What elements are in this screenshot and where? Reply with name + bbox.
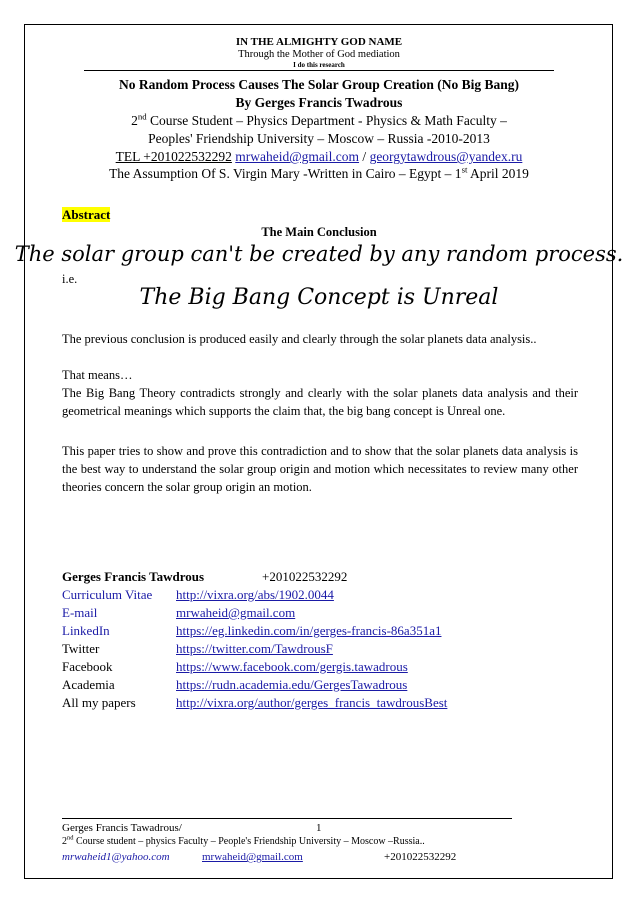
contact-label: All my papers (62, 695, 136, 710)
contact-label: Twitter (62, 641, 100, 656)
contact-row-facebook (62, 658, 408, 676)
academia-link[interactable]: https://rudn.academia.edu/GergesTawadrous (176, 677, 408, 692)
email-link[interactable]: mrwaheid@gmail.com (176, 605, 296, 620)
twitter-link[interactable]: https://twitter.com/TawdrousF (176, 641, 333, 656)
abstract-paragraph-1: The previous conclusion is produced easily and clearly through the solar planets data analysis.. (62, 332, 537, 346)
email-link-2[interactable]: georgytawdrous@yandex.ru (369, 149, 523, 164)
abstract-label: Abstract (62, 207, 111, 222)
footer-rule (62, 818, 512, 819)
paper-byline: By Gerges Francis Twadrous (235, 95, 403, 110)
contact-row-academia (62, 676, 407, 694)
contact-row-twitter (62, 640, 333, 658)
conclusion-statement-1: The solar group can't be created by any random process. (14, 242, 624, 266)
papers-link[interactable]: http://vixra.org/author/gerges_francis_tawdrousBest (176, 695, 448, 710)
cv-link[interactable]: http://vixra.org/abs/1902.0044 (176, 587, 334, 602)
contact-row-cv (62, 586, 334, 604)
assumption-line: The Assumption Of S. Virgin Mary -Written in Cairo – Egypt – 1st April 2019 (109, 164, 529, 181)
conclusion-statement-2: The Big Bang Concept is Unreal (139, 285, 499, 310)
contact-label: LinkedIn (62, 623, 110, 638)
affiliation-line-2: Peoples' Friendship University – Moscow – Russia -2010-2013 (148, 131, 490, 146)
footer-email-1[interactable]: mrwaheid1@yahoo.com (62, 851, 170, 863)
footer-email-2[interactable]: mrwaheid@gmail.com (202, 851, 303, 863)
email-link-1[interactable]: mrwaheid@gmail.com (235, 149, 360, 164)
author-phone: +201022532292 (262, 569, 348, 584)
header-line-2: Through the Mother of God mediation (238, 49, 400, 60)
contact-row-linkedin (62, 622, 441, 640)
contact-label: Facebook (62, 659, 113, 674)
author-name: Gerges Francis Tawdrous (62, 569, 205, 584)
contact-label: Curriculum Vitae (62, 587, 153, 602)
paper-title: No Random Process Causes The Solar Group Creation (No Big Bang) (118, 77, 520, 92)
ie-text: i.e. (62, 272, 78, 286)
main-conclusion-heading: The Main Conclusion (261, 225, 377, 239)
contact-row-papers (62, 694, 447, 712)
contact-separator: / (359, 149, 370, 164)
footer-phone: +201022532292 (384, 851, 457, 863)
footer-page-number: 1 (316, 822, 322, 834)
linkedin-link[interactable]: https://eg.linkedin.com/in/gerges-francis-86a351a1 (176, 623, 442, 638)
contact-name-row (62, 568, 347, 586)
header-rule (84, 70, 554, 71)
contact-row-email (62, 604, 295, 622)
tel-link[interactable]: TEL +201022532292 (115, 149, 232, 164)
contact-line (0, 149, 638, 165)
footer-line-3 (62, 851, 456, 863)
header-line-3: I do this research (293, 61, 345, 69)
header-line-1: IN THE ALMIGHTY GOD NAME (235, 36, 403, 48)
footer-author: Gerges Francis Tawadrous/ (62, 822, 182, 834)
affiliation-line-1: 2nd Course Student – Physics Department - Physics & Math Faculty – (131, 111, 507, 128)
abstract-paragraph-2: That means… (62, 368, 133, 382)
abstract-paragraph-4: This paper tries to show and prove this contradiction and to show that the solar planets data analysis is the best way to understand the solar group origin and motion which necessitates to review many other theories concern the solar group origin an motion. (62, 444, 578, 494)
abstract-paragraph-3: The Big Bang Theory contradicts strongly and clearly with the solar planets data analysis and their geometrical meanings which supports the claim that, the big bang concept is Unreal one. (62, 386, 578, 418)
facebook-link[interactable]: https://www.facebook.com/gergis.tawadrous (176, 659, 408, 674)
contact-label: Academia (62, 677, 115, 692)
contact-label: E-mail (62, 605, 98, 620)
footer-line-2: 2nd Course student – physics Faculty – People's Friendship University – Moscow –Russia.. (62, 834, 425, 847)
